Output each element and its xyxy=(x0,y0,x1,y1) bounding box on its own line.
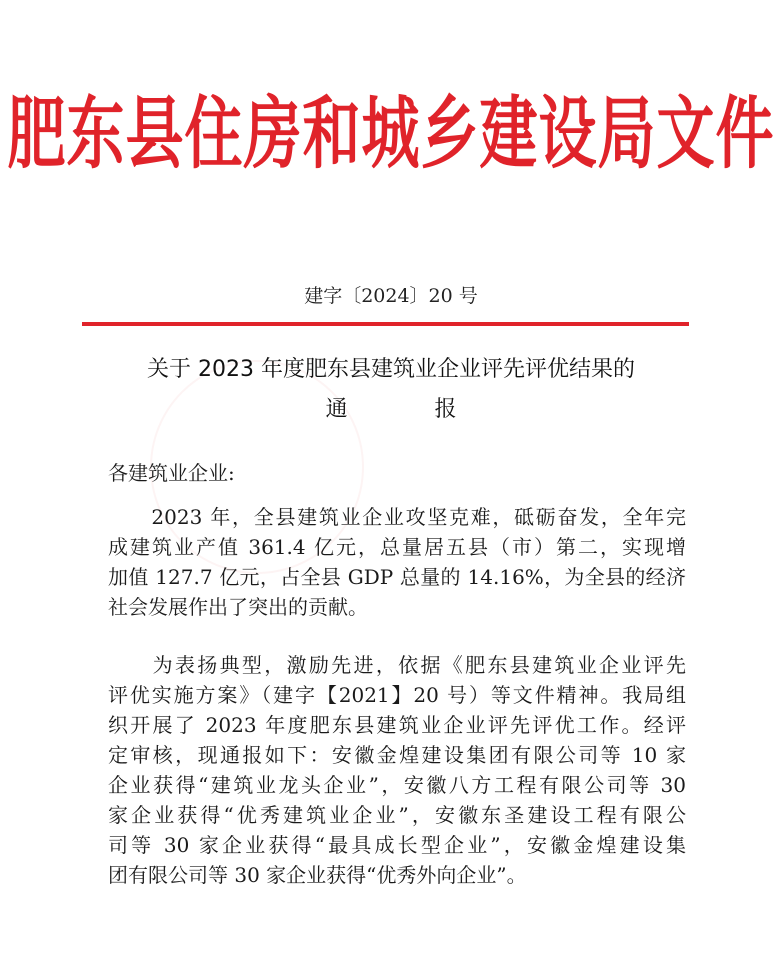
paragraph-2-line: 定审核，现通报如下：安徽金煌建设集团有限公司等 10 家 xyxy=(108,743,686,767)
paragraph-1-line: 社会发展作出了突出的贡献。 xyxy=(108,595,368,619)
paragraph-1 xyxy=(108,502,686,622)
paragraph-2-line: 团有限公司等 30 家企业获得“优秀外向企业”。 xyxy=(108,863,527,887)
issuing-authority-header: 肥东县住房和城乡建设局文件 xyxy=(7,87,775,180)
paragraph-2-line: 家企业获得“优秀建筑业企业”，安徽东圣建设工程有限公 xyxy=(108,803,686,827)
salutation: 各建筑业企业: xyxy=(108,461,235,485)
paragraph-2-line: 评优实施方案》（建字【2021】20 号）等文件精神。我局组 xyxy=(108,683,686,707)
paragraph-2-line: 织开展了 2023 年度肥东县建筑业企业评先评优工作。经评 xyxy=(108,713,686,737)
paragraph-2 xyxy=(108,650,686,890)
red-divider-line xyxy=(82,322,689,326)
document-title-line-1: 关于 2023 年度肥东县建筑业企业评先评优结果的 xyxy=(147,357,635,382)
paragraph-1-line: 成建筑业产值 361.4 亿元，总量居五县（市）第二，实现增 xyxy=(108,535,686,559)
document-title-line-2: 通 报 xyxy=(325,397,497,422)
paragraph-2-line: 企业获得“建筑业龙头企业”，安徽八方工程有限公司等 30 xyxy=(108,773,686,797)
paragraph-1-line: 加值 127.7 亿元，占全县 GDP 总量的 14.16%，为全县的经济 xyxy=(108,565,686,589)
document-number: 建字〔2024〕20 号 xyxy=(304,285,478,307)
paragraph-1-line: 2023 年，全县建筑业企业攻坚克难，砥砺奋发，全年完 xyxy=(108,505,686,529)
paragraph-2-line: 为表扬典型，激励先进，依据《肥东县建筑业企业评先 xyxy=(108,653,686,677)
paragraph-2-line: 司等 30 家企业获得“最具成长型企业”，安徽金煌建设集 xyxy=(108,833,686,857)
